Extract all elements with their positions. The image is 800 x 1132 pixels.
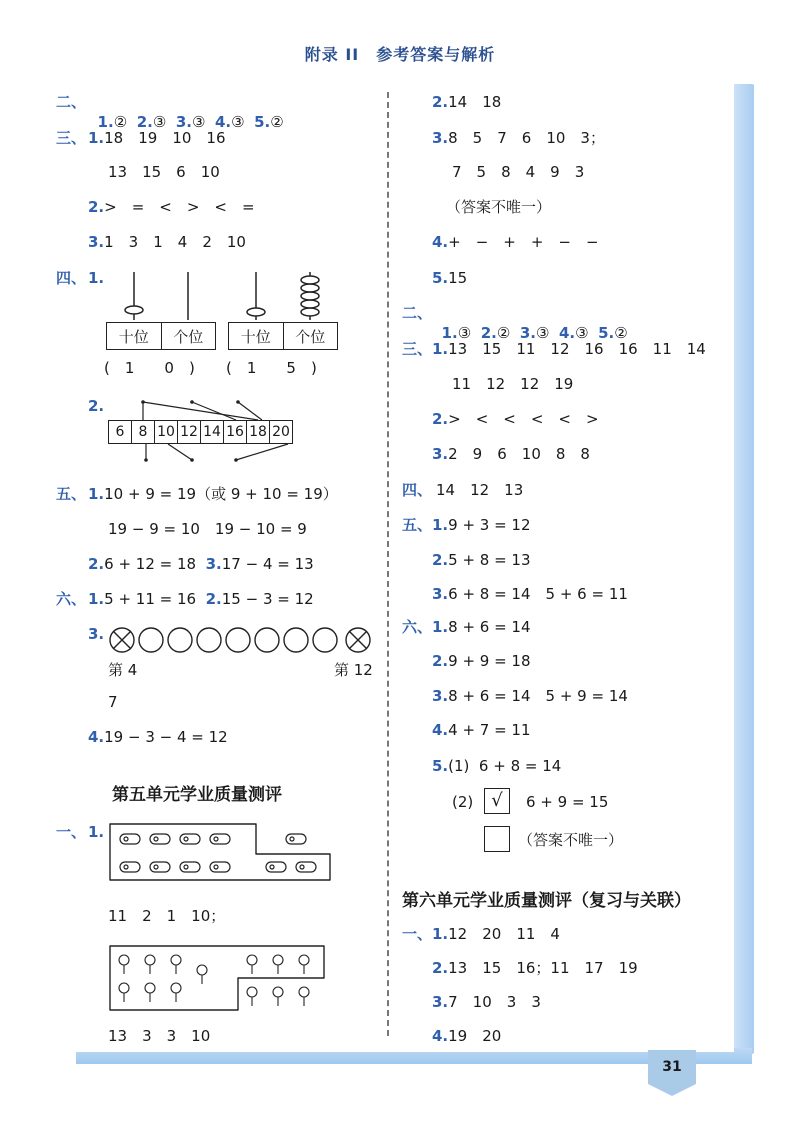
left-er-answers: 1.② 2.③ 3.③ 4.③ 5.② — [97, 113, 284, 131]
abacus-a-answer: ( 1 0 ) — [104, 359, 195, 377]
left-er-label: 二、 — [56, 93, 87, 111]
right-liu-2: 2.9 + 9 = 18 — [432, 652, 531, 670]
right-er-label: 二、 — [402, 304, 433, 322]
left-si-label: 四、 — [56, 269, 87, 287]
yi-1-answer-b: 13 3 3 10 — [108, 1027, 211, 1045]
right-liu-5: 5.(1) 6 + 8 = 14 — [432, 757, 562, 775]
left-liu-1-2: 1.5 + 11 = 16 2.15 − 3 = 12 — [88, 590, 314, 608]
right-wu-2: 2.5 + 8 = 13 — [432, 551, 531, 569]
numline-cell: 10 — [154, 421, 177, 443]
right-si-text: 14 12 13 — [436, 481, 524, 499]
right-yi-1: 1.12 20 11 4 — [432, 925, 560, 943]
flower-group-picture — [106, 942, 330, 1014]
right-3: 3.8 5 7 6 10 3； — [432, 129, 605, 147]
right-2: 2.14 18 — [432, 93, 502, 111]
right-3-note: （答案不唯一） — [446, 198, 552, 216]
left-wu-2-3: 2.6 + 12 = 18 3.17 − 4 = 13 — [88, 555, 314, 573]
number-line — [108, 420, 293, 444]
yi-1-answer-a: 11 2 1 10； — [108, 907, 226, 925]
left-liu-label: 六、 — [56, 590, 87, 608]
check-box-empty — [484, 826, 510, 852]
left-liu-3-num: 3. — [88, 625, 105, 643]
left-san-3: 3.1 3 1 4 2 10 — [88, 233, 246, 251]
numline-cell: 18 — [246, 421, 269, 443]
left-san-1: 1.18 19 10 16 — [88, 129, 226, 147]
left-yi-label: 一、 — [56, 823, 87, 841]
circles-row — [108, 626, 378, 656]
left-san-2: 2.> = < > < = — [88, 198, 255, 216]
unit6-title: 第六单元学业质量测评（复习与关联） — [402, 891, 691, 911]
right-si-label: 四、 — [402, 481, 433, 499]
right-liu-5-row2-text: 6 + 9 = 15 — [526, 793, 609, 811]
liu-3-answer: 7 — [108, 693, 118, 711]
unit5-title: 第五单元学业质量测评 — [112, 785, 282, 805]
right-yi-3: 3.7 10 3 3 — [432, 993, 541, 1011]
ones-label: 个位 — [161, 323, 216, 349]
right-3-row2: 7 5 8 4 9 3 — [452, 163, 585, 181]
abacus-a-place-value — [106, 322, 216, 350]
numline-cell: 20 — [269, 421, 292, 443]
right-yi-2: 2.13 15 16；11 17 19 — [432, 959, 638, 977]
right-liu-5-note: （答案不唯一） — [518, 831, 624, 849]
left-si-2-num: 2. — [88, 397, 105, 415]
right-san-1: 1.13 15 11 12 16 16 11 14 — [432, 340, 706, 358]
abacus-b-rods — [228, 268, 338, 324]
abacus-a-rods — [106, 268, 216, 324]
page-edge-decoration — [732, 84, 754, 1054]
left-wu-label: 五、 — [56, 485, 87, 503]
page-number: 31 — [648, 1050, 696, 1084]
right-yi-4: 4.19 20 — [432, 1027, 502, 1045]
right-san-3: 3.2 9 6 10 8 8 — [432, 445, 590, 463]
abacus-b-place-value — [228, 322, 338, 350]
liu-3-left-label: 第 4 — [108, 661, 138, 679]
numline-cell: 16 — [223, 421, 246, 443]
left-wu-1-row2: 19 − 9 = 10 19 − 10 = 9 — [108, 520, 307, 538]
right-4: 4.+ − + + − − — [432, 233, 599, 251]
right-5: 5.15 — [432, 269, 468, 287]
abacus-b-answer: ( 1 5 ) — [226, 359, 317, 377]
right-liu-4: 4.4 + 7 = 11 — [432, 721, 531, 739]
tens-label: 十位 — [240, 327, 271, 346]
numline-cell: 6 — [115, 424, 125, 440]
right-liu-3: 3.8 + 6 = 14 5 + 9 = 14 — [432, 687, 628, 705]
right-wu-1: 1.9 + 3 = 12 — [432, 516, 531, 534]
right-san-1-row2: 11 12 12 19 — [452, 375, 574, 393]
right-liu-label: 六、 — [402, 618, 433, 636]
left-san-label: 三、 — [56, 129, 87, 147]
right-yi-label: 一、 — [402, 925, 433, 943]
right-san-label: 三、 — [402, 340, 433, 358]
right-wu-3: 3.6 + 8 = 14 5 + 6 = 11 — [432, 585, 628, 603]
left-yi-1-num: 1. — [88, 823, 105, 841]
ones-label: 个位 — [283, 323, 338, 349]
tens-label: 十位 — [118, 327, 149, 346]
check-box-checked: √ — [484, 788, 510, 814]
right-san-2: 2.> < < < < > — [432, 410, 599, 428]
left-san-1-row2: 13 15 6 10 — [108, 163, 220, 181]
numline-cell: 14 — [200, 421, 223, 443]
numline-cell: 12 — [177, 421, 200, 443]
numline-cell: 8 — [131, 421, 154, 443]
right-liu-1: 1.8 + 6 = 14 — [432, 618, 531, 636]
right-er-answers: 1.③ 2.② 3.③ 4.③ 5.② — [441, 324, 628, 342]
right-liu-5-row2-label: (2) — [452, 793, 474, 811]
page-header: 附录 II 参考答案与解析 — [304, 45, 496, 64]
left-si-1-num: 1. — [88, 269, 105, 287]
right-wu-label: 五、 — [402, 516, 433, 534]
liu-3-right-label: 第 12 — [334, 661, 373, 679]
left-liu-4: 4.19 − 3 − 4 = 12 — [88, 728, 228, 746]
left-wu-1: 1.10 + 9 = 19（或 9 + 10 = 19） — [88, 485, 338, 503]
whistle-group-picture — [106, 820, 336, 884]
column-divider — [387, 92, 389, 1036]
